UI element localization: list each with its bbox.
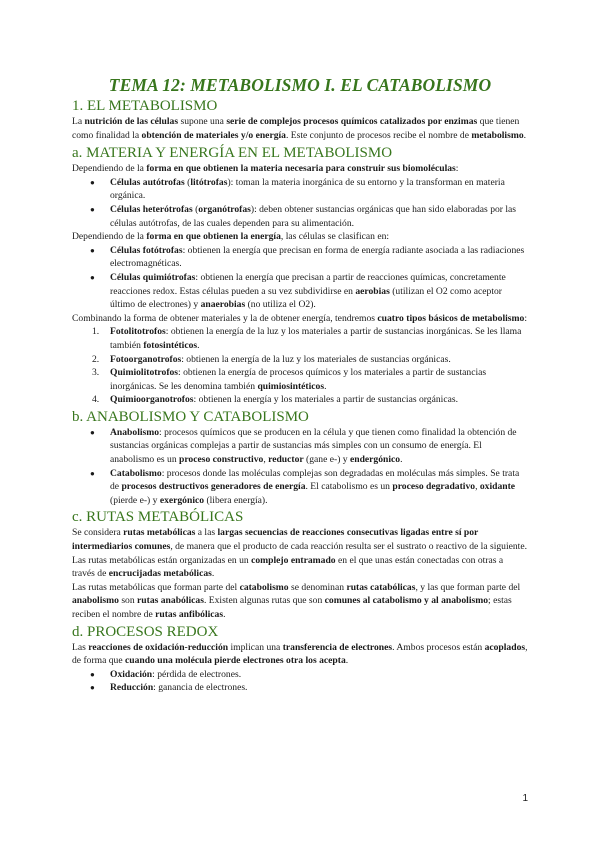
list-item-quimiotrofas: ● Células quimiótrofas: obtienen la energía que precisan a partir de reacciones químicas, concretamente reacciones redox. Estas células pueden a su vez subdividirse en aerobias (utilizan el O2 como aceptor último de electrones) y anaerobias (no utiliza el O2).: [90, 271, 506, 311]
list-item-autotrofas: ● Células autótrofas (litótrofas): toman la materia inorgánica de su entorno y la transforman en materia orgánica.: [90, 176, 505, 202]
bullet-icon: ●: [90, 669, 95, 679]
list-item-fotolitotrofos: 1. Fotolitotrofos: obtienen la energía de la luz y los materiales a partir de sustancias inorgánicas. Se les llama también fotosintéticos.: [92, 326, 522, 351]
bullet-icon: ●: [90, 427, 95, 437]
heading-metabolismo: 1. EL METABOLISMO: [72, 98, 218, 114]
heading-rutas-metabolicas: c. RUTAS METABÓLICAS: [72, 509, 244, 526]
paragraph-tipos-intro: Combinando la forma de obtener materiales y la de obtener energía, tendremos cuatro tipos básicos de metabolismo:: [72, 312, 527, 324]
paragraph-energia-intro: Dependiendo de la forma en que obtienen la energía, las células se clasifican en:: [72, 231, 390, 243]
list-energia: [72, 244, 528, 312]
bullet-icon: ●: [90, 177, 95, 187]
page-number: 1: [522, 793, 528, 804]
list-tipos-metabolismo: [72, 325, 528, 407]
list-item-heterotrofas: ● Células heterótrofas (organótrofas): deben obtener sustancias orgánicas que han sido elaboradas por las células autótrofas, de las cuales dependen para su alimentación.: [90, 203, 517, 229]
list-item-fotoorganotrofos: 2. Fotoorganotrofos: obtienen la energía de la luz y los materiales de sustancias orgánicas.: [92, 353, 451, 365]
bullet-icon: ●: [90, 468, 95, 478]
bullet-icon: ●: [90, 204, 95, 214]
list-item-reduccion: ● Reducción: ganancia de electrones.: [90, 682, 248, 694]
list-item-anabolismo: ● Anabolismo: procesos químicos que se producen en la célula y que tienen como finalidad la obtención de sustancias orgánicas complejas a partir de sustancias más simples con un consumo de energía. El anabolismo es un proceso constructivo, reductor (gane e-) y endergónico.: [90, 426, 517, 466]
bullet-icon: ●: [90, 272, 95, 282]
list-item-quimiolitotrofos: 3. Quimiolitotrofos: obtienen la energía de procesos químicos y los materiales a partir de sustancias inorgánicas. Se les denomina también quimiosintéticos.: [92, 367, 487, 392]
heading-procesos-redox: d. PROCESOS REDOX: [72, 623, 219, 640]
list-redox: [72, 668, 528, 695]
bullet-icon: ●: [90, 683, 95, 693]
page-content: [72, 74, 528, 695]
paragraph-rutas-1: Se considera rutas metabólicas a las largas secuencias de reacciones consecutivas ligadas entre sí por intermediarios comunes, de manera que el producto de cada reacción resulta ser el sustrato o reactivo de la siguiente. Las rutas metabólicas están organizadas en un complejo entramado en el que unas están conectadas con otras a través de encrucijadas metabólicas.: [72, 527, 528, 580]
heading-materia-energia: a. MATERIA Y ENERGÍA EN EL METABOLISMO: [72, 145, 393, 162]
list-materia: [72, 176, 528, 230]
paragraph-metabolismo: La nutrición de las células supone una serie de complejos procesos químicos catalizados por enzimas que tienen como finalidad la obtención de materiales y/o energía. Este conjunto de procesos recibe el nombre de metabolismo.: [72, 116, 527, 141]
list-item-oxidacion: ● Oxidación: pérdida de electrones.: [90, 668, 242, 680]
heading-anabolismo-catabolismo: b. ANABOLISMO Y CATABOLISMO: [72, 408, 309, 425]
list-item-quimioorganotrofos: 4. Quimioorganotrofos: obtienen la energía y los materiales a partir de sustancias orgánicas.: [92, 394, 458, 406]
list-item-catabolismo: ● Catabolismo: procesos donde las moléculas complejas son degradadas en moléculas más simples. Se trata de procesos destructivos generadores de energía. El catabolismo es un proceso degradativo, oxidante (pierde e-) y exergónico (libera energía).: [90, 467, 520, 506]
page-title: TEMA 12: METABOLISMO I. EL CATABOLISMO: [108, 75, 492, 95]
bullet-icon: ●: [90, 245, 95, 255]
list-item-fototrofas: ● Células fotótrofas: obtienen la energía que precisan en forma de energía radiante asociada a las radiaciones electromagnéticas.: [90, 244, 525, 270]
paragraph-materia-intro: Dependiendo de la forma en que obtienen la materia necesaria para construir sus biomoléculas:: [72, 163, 459, 175]
paragraph-redox: Las reacciones de oxidación-reducción implican una transferencia de electrones. Ambos procesos están acoplados, de forma que cuando una molécula pierde electrones otra los acepta.: [72, 641, 528, 667]
list-anabolismo-catabolismo: [72, 426, 528, 508]
paragraph-rutas-2: Las rutas metabólicas que forman parte del catabolismo se denominan rutas catabólicas, y las que forman parte del anabolismo son rutas anabólicas. Existen algunas rutas que son comunes al catabolismo y al anabolismo; estas reciben el nombre de rutas anfibólicas.: [72, 581, 521, 620]
